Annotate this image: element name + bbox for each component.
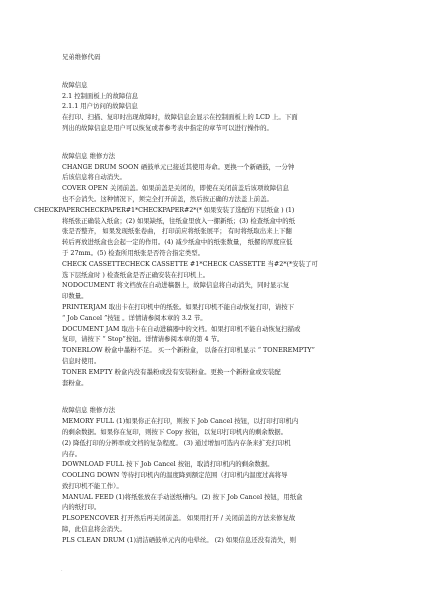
table-line: CHANGE DRUM SOON 硒鼓单元已接近其使用寿命。更换一个新硒鼓，一分钟 [62,162,295,171]
corner-mark [356,36,360,40]
table-line: 内存。 [62,449,82,458]
table-line: (2) 降低打印的分辨率或文档的复杂程度。 (3) 通过增加可选内存条来扩充打印机 [62,438,291,447]
table-line: PLS CLEAN DRUM (1)清洁硒鼓单元内的电晕丝。 (2) 如果信息还没有消失，则 [62,535,297,544]
table-line: DOWNLOAD FULL 按下 Job Cancel 按钮，取消打印机内的剩余数据。 [62,460,274,469]
section-heading: 故障信息 [62,80,88,89]
section-heading: 2.1.1 用户访问的故障信息 [62,102,138,111]
section-heading: 2.1 控制面板上的故障信息 [62,91,139,100]
document-body [34,52,392,546]
table-line: “ Job Cancel ”按钮 。详情请参阅本章的 3.2 节。 [62,313,207,322]
table-line: 致打印机不能工作）。 [62,481,123,490]
table-line: CHECKPAPERCHECKPAPER#1*CHECKPAPER#2*(* 如果安装了选配的下层纸盒 ) (1) [34,205,295,214]
table-line: PRINTERJAM 取出卡在打印机中的纸张。如果打印机不能自动恢复打印，请按下 [62,302,295,311]
table-line: 将纸张正确装入纸盒；(2) 如果缺纸，往纸盒里放入一摞新纸；(3) 检查纸盒中的纸 [62,216,296,225]
table-line: 障，此信息将会消失。 [62,525,126,534]
paragraph-line: 在打印、扫描、复印时出现故障时，故障信息会显示在控制面板上的 LCD 上。下面 [62,113,298,122]
table-line: CHECK CASSETTECHECK CASSETTE #1*CHECK CASSETTE 当#2*(*安装了可 [62,259,318,268]
table-line: 于 27mm。(5) 检查所用纸张是否符合指定类型。 [62,248,205,257]
table-line: 套粉盒。 [62,378,88,387]
table-line: 的剩余数据。如果你在复印，则按下 Copy 按钮，以复印打印机内的剩余数据。 [62,427,287,436]
table-line: 转后再放进纸盒也会起一定的作用。(4) 减少纸盒中的纸张数量， 纸摞的厚度应低 [62,238,293,247]
table-header: 故障信息 维修方法 [62,406,116,415]
table-line: 选下层纸盒时 ) 检查纸盒是否正确安装在打印机上。 [62,270,210,279]
table-line: 内的纸打印。 [62,503,101,512]
table-line: 信息时使用。 [62,356,101,365]
table-line: MANUAL FEED (1)将纸张放在手动送纸槽内。(2) 按下 Job Cancel 按钮，用纸盒 [62,492,303,501]
table-line: COOLING DOWN 等待打印机内的温度降到额定范围（打印机内温度过高将导 [62,471,288,480]
table-line: 复印，请按下 “ Stop”按钮。详情请参阅本章的第 4 节。 [62,335,224,344]
table-line: PLSOPENCOVER 打开然后再关闭前盖。 如果用打开 / 关闭前盖的方法来修复故 [62,514,296,523]
table-line: TONERLOW 粉盒中墨粉不足。 买一个新粉盒， 以备在打印机显示 “ TONEREMPTY” [62,346,315,355]
table-line: COVER OPEN 关闭前盖。如果前盖是关闭的，即使在关闭前盖后该项故障信息 [62,184,289,193]
table-line: NODOCUMENT 将文档放在自动进稿器上，故障信息将自动消失，同时显示复 [62,281,290,290]
error-table-2 [62,405,392,545]
table-line: 也不会消失。这种情况下，须完全打开前盖，然后按正确的方法盖上前盖。 [62,194,273,203]
table-line: TONER EMPTY 粉盒内没有墨粉或没有安装粉盒。更换一个新粉盒或安装配 [62,367,281,376]
footer-mark: . [61,567,63,573]
table-line: DOCUMENT JAM 取出卡在自动进稿器中的文档。如果打印机不能自动恢复扫描或 [62,324,301,333]
table-line: 印数量。 [62,292,88,301]
table-line: 张是否整齐， 如果发现纸张卷曲， 打印前应将纸张展平； 有时将纸取出来上下翻 [62,227,292,236]
table-header: 故障信息 维修方法 [62,151,116,160]
paragraph-line: 列出的故障信息是用户可以恢复或者参考表中指定的章节可以进行操作的。 [62,123,273,132]
error-table-1 [34,151,392,389]
table-line: MEMORY FULL (1)如果你正在打印，则按下 Job Cancel 按钮，以打印打印机内 [62,417,299,426]
table-line: 后该信息将自动消失。 [62,173,126,182]
document-title: 兄弟维修代码 [62,53,101,61]
